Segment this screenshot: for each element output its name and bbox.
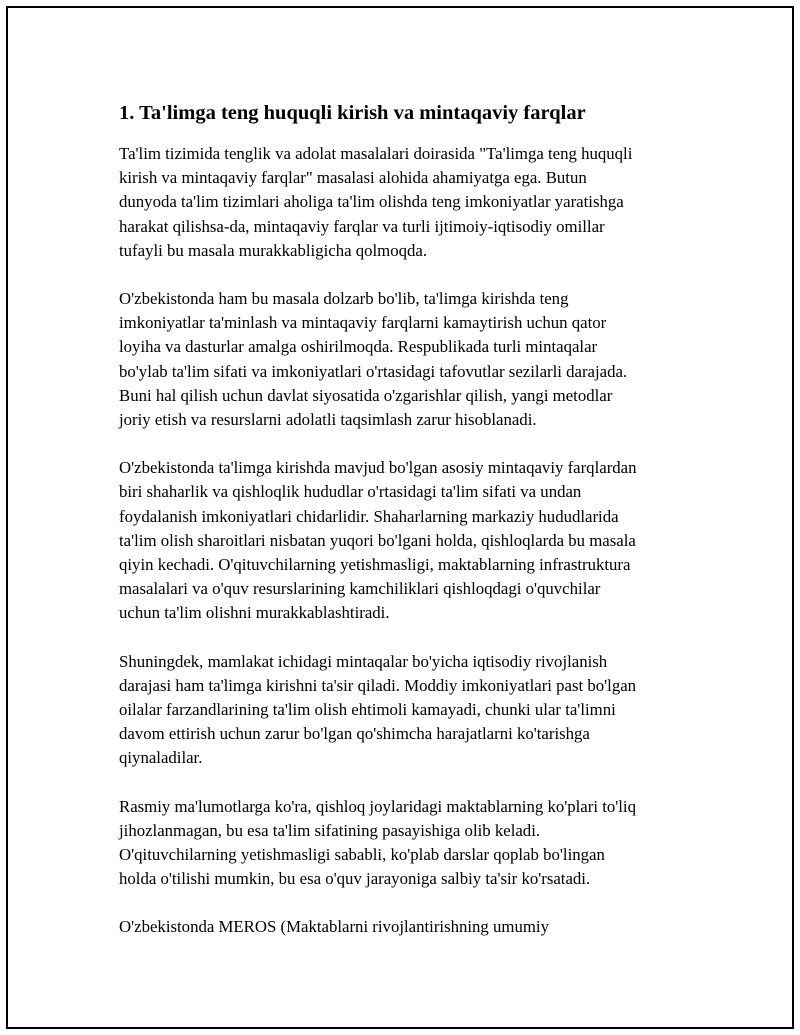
text-line: Buni hal qilish uchun davlat siyosatida o'zgarishlar qilish, yangi metodlar [119,385,613,405]
text-line: O'zbekistonda ham bu masala dolzarb bo'lib, ta'limga kirishda teng [119,289,569,309]
text-line: biri shaharlik va qishloqlik hududlar o'rtasidagi ta'lim sifati va undan [119,482,582,502]
text-line: holda o'tilishi mumkin, bu esa o'quv jarayoniga salbiy ta'sir ko'rsatadi. [119,869,591,889]
text-line: O'qituvchilarning yetishmasligi sababli, ko'plab darslar qoplab bo'lingan [119,845,605,865]
text-line: O'zbekistonda MEROS (Maktablarni rivojlantirishning umumiy [119,917,549,937]
paragraph-6 [119,915,699,939]
section-heading: 1. Ta'limga teng huquqli kirish va mintaqaviy farqlar [119,102,586,124]
text-line: O'zbekistonda ta'limga kirishda mavjud bo'lgan asosiy mintaqaviy farqlardan [119,458,637,478]
text-line: harakat qilishsa-da, mintaqaviy farqlar va turli ijtimoiy-iqtisodiy omillar [119,216,605,236]
text-line: masalalari va o'quv resurslarining kamchiliklari qishloqdagi o'quvchilar [119,579,601,599]
text-line: kirish va mintaqaviy farqlar" masalasi alohida ahamiyatga ega. Butun [119,168,587,188]
text-line: Ta'lim tizimida tenglik va adolat masalalari doirasida "Ta'limga teng huquqli [119,144,633,163]
text-line: tufayli bu masala murakkabligicha qolmoqda. [119,240,428,260]
text-line: qiynaladilar. [119,748,203,768]
text-line: uchun ta'lim olishni murakkablashtiradi. [119,603,390,623]
text-line: jihozlanmagan, bu esa ta'lim sifatining pasayishiga olib keladi. [119,820,541,840]
text-line: ta'lim olish sharoitlari nisbatan yuqori bo'lgani holda, qishloqlarda bu masala [119,530,636,550]
paragraph-1 [119,142,699,263]
text-line: foydalanish imkoniyatlari chidarlidir. Shaharlarning markaziy hududlarida [119,506,619,526]
text-line: oilalar farzandlarining ta'lim olish ehtimoli kamayadi, chunki ular ta'limni [119,700,616,720]
text-line: davom ettirish uchun zarur bo'lgan qo'shimcha harajatlarni ko'tarishga [119,724,590,744]
document-body [119,100,699,964]
page-frame [6,6,794,1029]
text-line: Shuningdek, mamlakat ichidagi mintaqalar bo'yicha iqtisodiy rivojlanish [119,651,608,671]
text-line: darajasi ham ta'limga kirishni ta'sir qiladi. Moddiy imkoniyatlari past bo'lgan [119,675,637,695]
paragraph-3 [119,456,699,625]
text-line: dunyoda ta'lim tizimlari aholiga ta'lim olishda teng imkoniyatlar yaratishga [119,192,624,212]
text-line: Rasmiy ma'lumotlarga ko'ra, qishloq joylaridagi maktablarning ko'plari to'liq [119,796,636,816]
text-line: bo'ylab ta'lim sifati va imkoniyatlari o'rtasidagi tafovutlar sezilarli darajada. [119,361,628,381]
text-line: qiyin kechadi. O'qituvchilarning yetishmasligi, maktablarning infrastruktura [119,555,631,575]
text-line: imkoniyatlar ta'minlash va mintaqaviy farqlarni kamaytirish uchun qator [119,313,607,333]
text-line: loyiha va dasturlar amalga oshirilmoqda. Respublikada turli mintaqalar [119,337,598,357]
paragraph-4 [119,650,699,771]
paragraph-2 [119,287,699,432]
paragraph-5 [119,795,699,892]
text-line: joriy etish va resurslarni adolatli taqsimlash zarur hisoblanadi. [119,410,537,430]
